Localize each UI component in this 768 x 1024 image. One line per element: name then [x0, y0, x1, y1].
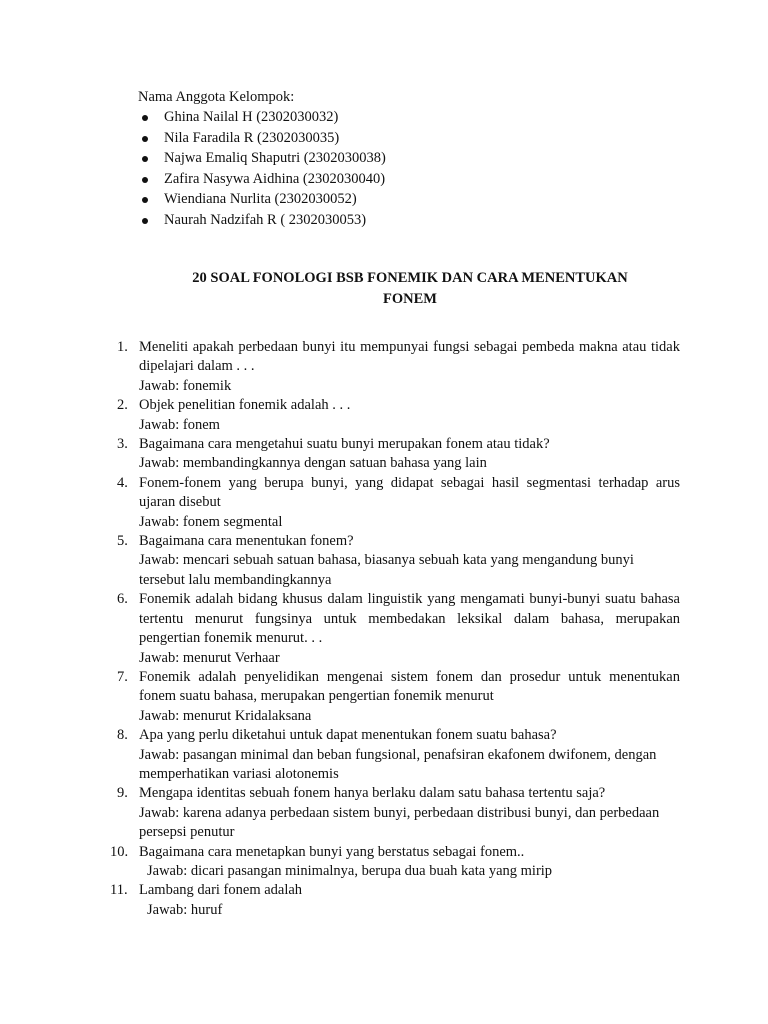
question-text: Mengapa identitas sebuah fonem hanya berlaku dalam satu bahasa tertentu saja? [139, 785, 606, 802]
answer-text: Jawab: menurut Kridalaksana [139, 707, 312, 724]
question-text: Bagaimana cara mengetahui suatu bunyi merupakan fonem atau tidak? [139, 436, 550, 453]
answer-text: Jawab: mencari sebuah satuan bahasa, biasanya sebuah kata yang mengandung bunyi tersebut lalu membandingkannya [139, 552, 634, 588]
answer-text: Jawab: fonemik [139, 377, 232, 394]
question-list [110, 338, 680, 920]
bullet-icon [142, 177, 148, 183]
title-line-2: FONEM [383, 290, 437, 307]
question-number: 4. [117, 474, 128, 491]
question-number: 10. [110, 843, 129, 860]
question-number: 8. [117, 727, 128, 744]
member-item [138, 210, 386, 231]
question-number: 5. [117, 533, 128, 550]
member-name: Zafira Nasywa Aidhina (2302030040) [164, 170, 386, 187]
title-line-1: 20 SOAL FONOLOGI BSB FONEMIK DAN CARA MENENTUKAN [192, 270, 628, 286]
question-item [110, 396, 680, 435]
bullet-icon [142, 136, 148, 142]
member-list [138, 107, 386, 231]
answer-text: Jawab: menurut Verhaar [139, 649, 280, 666]
answer-text: Jawab: fonem segmental [139, 513, 283, 530]
answer-text: Jawab: membandingkannya dengan satuan bahasa yang lain [139, 455, 487, 472]
bullet-icon [142, 156, 148, 162]
question-number: 1. [117, 339, 128, 355]
question-text: Meneliti apakah perbedaan bunyi itu mempunyai fungsi sebagai pembeda makna atau tidak dipelajari dalam . . . [139, 339, 680, 375]
question-number: 7. [117, 668, 128, 685]
question-text: Lambang dari fonem adalah [139, 882, 303, 899]
member-name: Najwa Emaliq Shaputri (2302030038) [164, 150, 386, 167]
group-heading: Nama Anggota Kelompok: [138, 89, 295, 105]
member-name: Nila Faradila R (2302030035) [164, 129, 340, 146]
member-item [138, 169, 386, 190]
member-name: Ghina Nailal H (2302030032) [164, 109, 339, 125]
answer-text: Jawab: huruf [147, 901, 223, 918]
question-number: 2. [117, 397, 128, 414]
answer-text: Jawab: karena adanya perbedaan sistem bunyi, perbedaan distribusi bunyi, dan perbedaan persepsi penutur [139, 804, 660, 841]
question-text: Bagaimana cara menetapkan bunyi yang berstatus sebagai fonem.. [139, 843, 525, 860]
question-number: 3. [117, 436, 128, 453]
member-item [138, 189, 386, 210]
document-title [150, 268, 670, 309]
question-item [110, 435, 680, 474]
member-item [138, 148, 386, 169]
bullet-icon [142, 197, 148, 203]
bullet-icon [142, 218, 148, 224]
question-number: 11. [110, 882, 128, 899]
question-text: Fonemik adalah bidang khusus dalam linguistik yang mengamati bunyi-bunyi suatu bahasa tertentu menurut fungsinya untuk membedakan leksikal dalam bahasa, merupakan pengertian fonemik menurut. . . [139, 591, 680, 647]
question-text: Bagaimana cara menentukan fonem? [139, 533, 354, 550]
answer-text: Jawab: dicari pasangan minimalnya, berupa dua buah kata yang mirip [147, 862, 553, 879]
question-item [110, 668, 680, 726]
question-item [110, 881, 680, 920]
member-item [138, 107, 386, 128]
question-text: Objek penelitian fonemik adalah . . . [139, 397, 351, 414]
question-item [110, 590, 680, 668]
question-item [110, 784, 680, 842]
question-number: 9. [117, 785, 128, 802]
question-text: Apa yang perlu diketahui untuk dapat menentukan fonem suatu bahasa? [139, 727, 557, 744]
answer-text: Jawab: fonem [139, 416, 220, 433]
question-item [110, 843, 680, 882]
question-item [110, 338, 680, 396]
bullet-icon [142, 115, 148, 121]
member-name: Naurah Nadzifah R ( 2302030053) [164, 211, 367, 228]
question-item [110, 474, 680, 532]
question-text: Fonemik adalah penyelidikan mengenai sistem fonem dan prosedur untuk menentukan fonem suatu bahasa, merupakan pengertian fonemik menurut [139, 668, 680, 705]
question-item [110, 532, 680, 590]
member-name: Wiendiana Nurlita (2302030052) [164, 191, 357, 208]
question-number: 6. [117, 591, 128, 608]
answer-text: Jawab: pasangan minimal dan beban fungsional, penafsiran ekafonem dwifonem, dengan memperhatikan variasi alotonemis [139, 746, 657, 782]
member-item [138, 128, 386, 149]
question-text: Fonem-fonem yang berupa bunyi, yang didapat sebagai hasil segmentasi terhadap arus ujaran disebut [139, 474, 680, 511]
question-item [110, 726, 680, 784]
